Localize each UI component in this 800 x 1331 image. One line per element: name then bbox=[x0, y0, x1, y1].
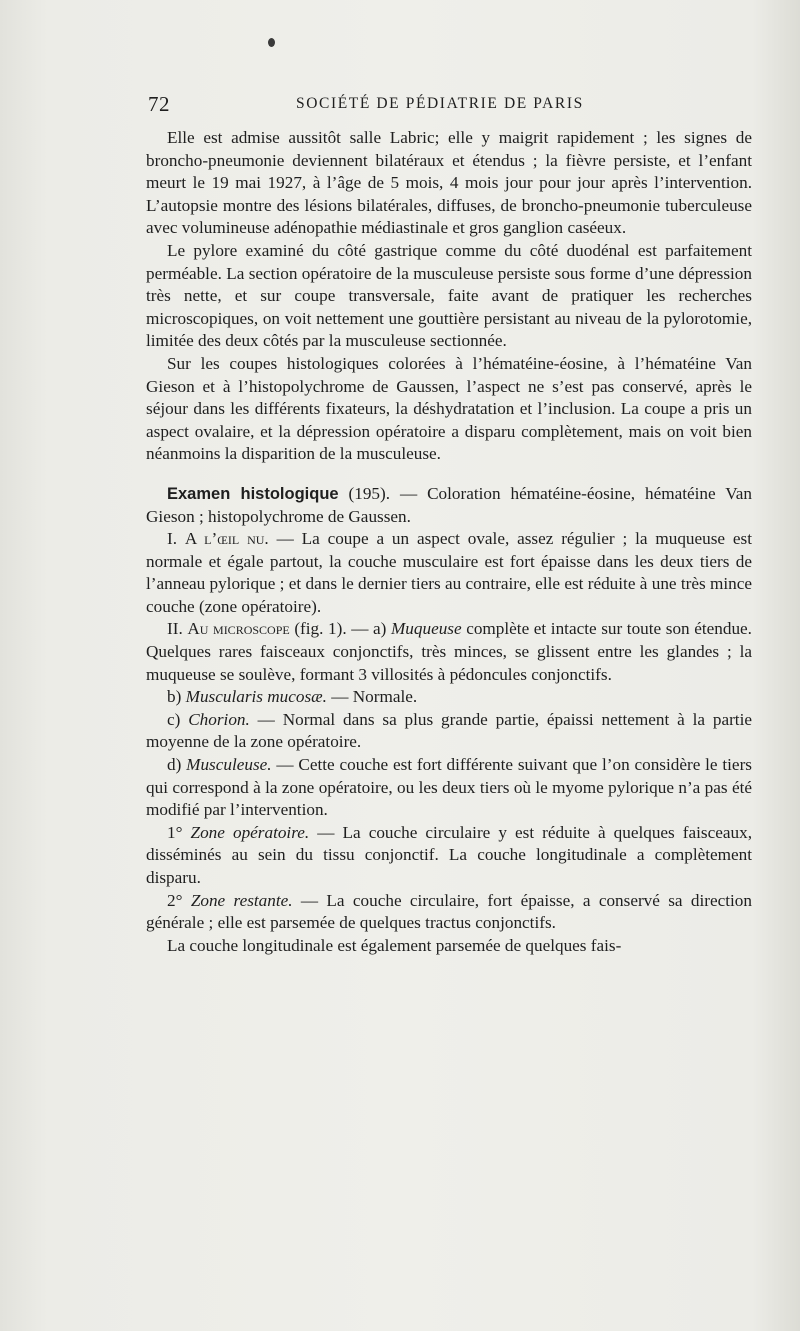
paragraph-musculeuse bbox=[146, 754, 752, 822]
paragraph-zone-operatoire bbox=[146, 822, 752, 890]
paragraph-oeil-nu bbox=[146, 528, 752, 618]
paragraph-1: Elle est admise aussitôt salle Labric; elle y maigrit rapidement ; les signes de broncho-pneumonie deviennent bilatéraux et étendus ; la fièvre persiste, et l’enfant meurt le 19 mai 1927, à l’âge de 5 mois, 4 mois jour pour jour après l’intervention. L’autopsie montre des lésions bilatérales, diffuses, de broncho-pneumonie tuberculeuse avec volumineuse adénopathie médiastinale et gros ganglion caséeux. bbox=[146, 128, 752, 238]
ink-spot bbox=[268, 38, 275, 47]
term-chorion: Chorion. bbox=[188, 709, 250, 729]
paragraph-chorion-text: — Normal dans sa plus grande partie, épaissi nettement à la partie moyenne de la zone opératoire. bbox=[146, 709, 752, 752]
section-title: Examen histologique bbox=[167, 484, 339, 503]
paragraph-zone-restante bbox=[146, 890, 752, 935]
item-c-label: c) bbox=[167, 709, 189, 729]
subheading-microscope: Au microscope bbox=[187, 619, 290, 639]
page-number: 72 bbox=[148, 92, 170, 116]
item-b-label: b) bbox=[167, 687, 186, 707]
term-muqueuse: Muqueuse bbox=[390, 619, 462, 639]
term-muscularis: Muscularis mucosæ. bbox=[185, 687, 327, 707]
term-zone-operatoire: Zone opératoire. bbox=[190, 822, 310, 842]
paragraph-muscularis bbox=[146, 686, 752, 709]
paragraph-microscope bbox=[146, 618, 752, 686]
paragraph-zone-restante-text: — La couche circulaire, fort épaisse, a conservé sa direction générale ; elle est parsemée de quelques tractus conjonctifs. bbox=[146, 890, 752, 933]
paragraph-oeil-nu-text: — La coupe a un aspect ovale, assez régulier ; la muqueuse est normale et égale partout, la couche musculaire est fort épaisse dans les deux tiers de l’anneau pylorique ; et dans le dernier tiers au contraire, elle est réduite à une très mince couche (zone opératoire). bbox=[146, 529, 752, 616]
paragraph-3: Sur les coupes histologiques colorées à l’hématéine-éosine, à l’hématéine Van Gieson et à l’histopolychrome de Gaussen, l’aspect ne s’est pas conservé, après le séjour dans les différents fixateurs, la déshydratation et l’inclusion. La coupe a pris un aspect ovalaire, et la dépression opératoire a disparu complètement, mais on voit bien néanmoins la disparition de la musculeuse. bbox=[146, 353, 752, 464]
item-2-label: 2° bbox=[167, 890, 191, 910]
paragraph-examen-text: (195). — Coloration hématéine-éosine, hématéine Van Gieson ; histopolychrome de Gaussen. bbox=[146, 483, 752, 526]
roman-numeral-1: I. bbox=[167, 529, 185, 549]
subheading-oeil-nu: A l’œil nu. bbox=[184, 529, 269, 549]
body-text bbox=[146, 127, 752, 957]
paragraph-zone-operatoire-text: — La couche circulaire y est réduite à quelques faisceaux, disséminés au sein du tissu conjonctif. La couche longitudinale a complètement disparu. bbox=[146, 822, 752, 887]
paragraph-last: La couche longitudinale est également parsemée de quelques fais- bbox=[167, 935, 622, 955]
item-1-label: 1° bbox=[167, 822, 191, 842]
paragraph-microscope-text: complète et intacte sur toute son étendue. Quelques rares faisceaux conjonctifs, très minces, se glissent entre les glandes ; la muqueuse se soulève, formant 3 villosités à pédoncules conjonctifs. bbox=[146, 619, 752, 684]
paragraph-examen bbox=[146, 483, 752, 528]
paragraph-musculeuse-text: — Cette couche est fort différente suivant que l’on considère le tiers qui correspond à la zone opératoire, ou les deux tiers où le myome pylorique n’a pas été modifié par l’intervention. bbox=[146, 755, 752, 820]
paragraph-2: Le pylore examiné du côté gastrique comme du côté duodénal est parfaitement perméable. La section opératoire de la musculeuse persiste sous forme d’une dépression très nette, et sur coupe transversale, faite avant de pratiquer les recherches microscopiques, on voit nettement une gouttière persistant au niveau de la pylorotomie, limitée des deux côtés par la musculeuse sectionnée. bbox=[146, 240, 752, 351]
term-musculeuse: Musculeuse. bbox=[186, 755, 272, 775]
roman-numeral-2: II. bbox=[167, 619, 188, 639]
running-title: SOCIÉTÉ DE PÉDIATRIE DE PARIS bbox=[296, 95, 584, 112]
paragraph-muscularis-text: — Normale. bbox=[326, 687, 418, 707]
item-d-label: d) bbox=[167, 755, 187, 775]
paragraph-microscope-lead: (fig. 1). — a) bbox=[289, 619, 391, 639]
page-header bbox=[148, 92, 750, 116]
paragraph-chorion bbox=[146, 709, 752, 754]
term-zone-restante: Zone restante. bbox=[190, 890, 293, 910]
